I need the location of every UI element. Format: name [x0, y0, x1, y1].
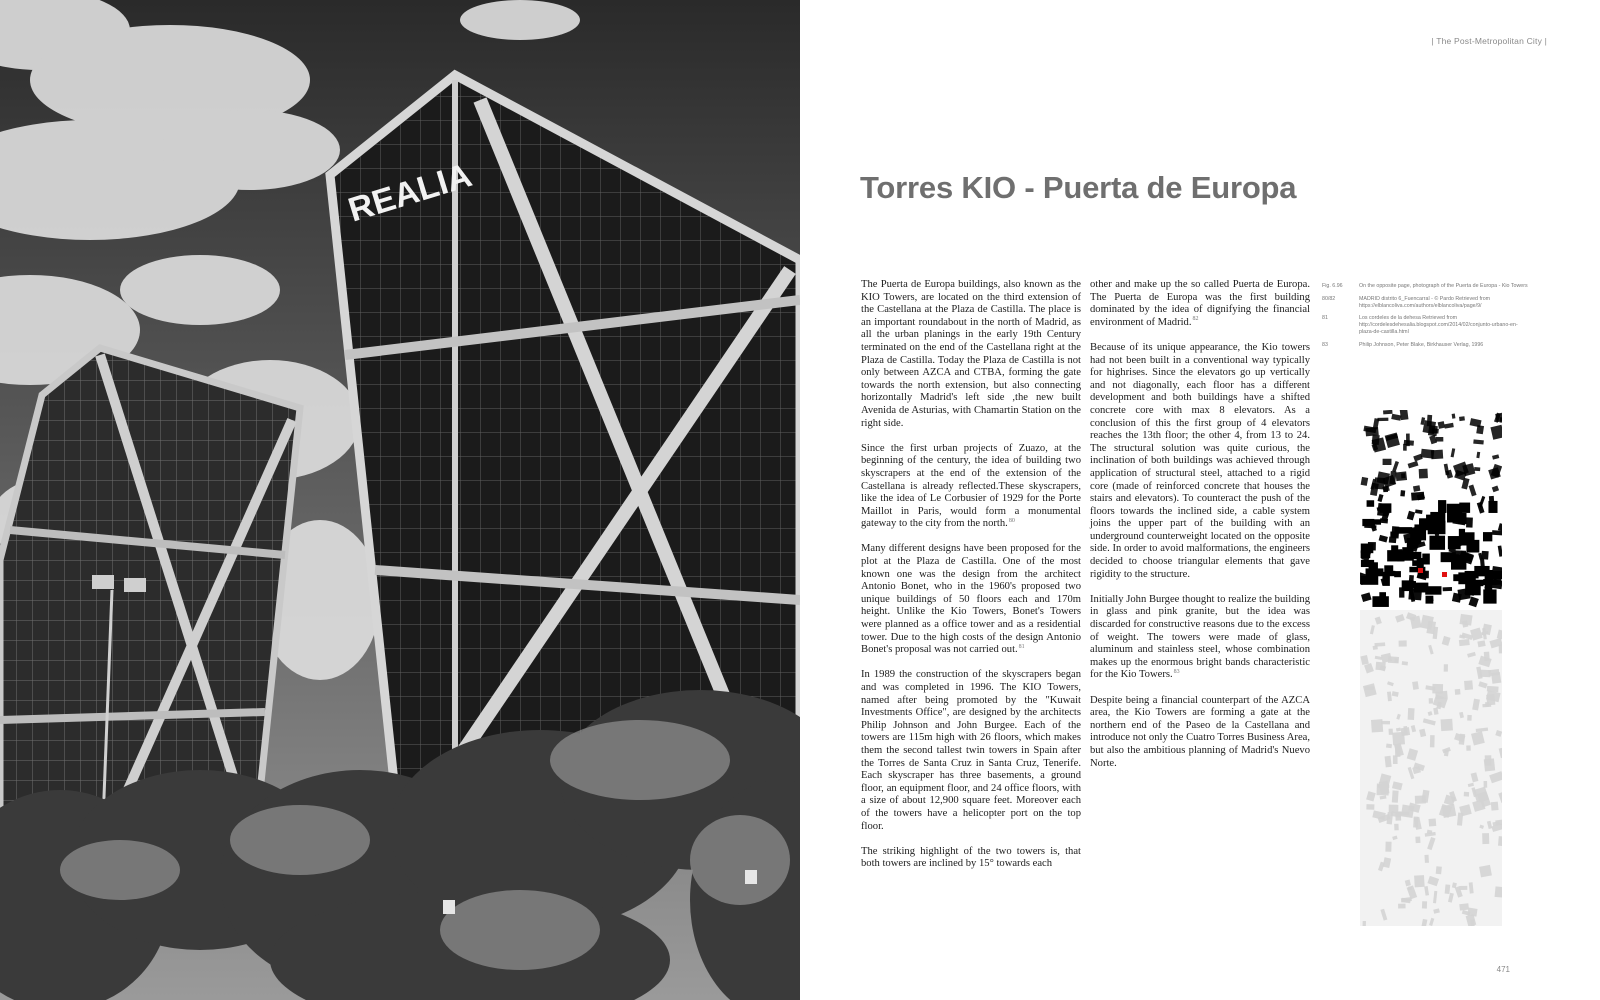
footnote-number: 81: [1322, 315, 1328, 322]
footnote: [1322, 296, 1532, 310]
paragraph: Despite being a financial counterpart of the AZCA area, the Kio Towers are forming a gate at the northern end of the Paseo de la Castellana and introduce not only the Cuatro Torres Business Area, but also the ambitious planning of Madrid's Nuevo Norte.: [1090, 694, 1310, 769]
text-column-1: [861, 279, 1081, 884]
kio-towers-marker: [1442, 572, 1447, 577]
footnote-number: 80/82: [1322, 295, 1336, 302]
left-tower: [0, 348, 300, 840]
footnote-ref: 80: [1008, 517, 1015, 524]
paragraph: Since the first urban projects of Zuazo, at the beginning of the century, the idea of building two skyscrapers at the end of the extension of the Castellana is already reflected.These skyscrapers, like the idea of Le Corbusier of 1929 for the Porte Maillot in Paris, would form a monumental gateway to the city from the north.$^{80}$: [861, 442, 1081, 530]
text-column-2: [1090, 279, 1310, 783]
footnote-text: On the opposite page, photograph of the Puerta de Europa - Kio Towers: [1359, 283, 1528, 289]
paragraph: other and make up the so called Puerta de Europa. The Puerta de Europa was the first building dominated by the idea of dignifying the financial environment of Madrid.$^{82}$: [1090, 279, 1310, 328]
footnote: [1322, 342, 1532, 349]
article-page: [800, 0, 1600, 1000]
paragraph: Many different designs have been proposed for the plot at the Plaza de Castilla. One of the most known one was the design from the architect Antonio Bonet, who in the 1960's proposed two unique buildings of 50 floors each and 170m height. Unlike the Kio Towers, Bonet's Towers were planned as a office tower and as a residential tower. Due to the high costs of the design Antonio Bonet's proposal was not carried out.$^{81}$: [861, 543, 1081, 656]
kio-towers-marker: [1418, 568, 1423, 573]
footnote: [1322, 315, 1532, 335]
paragraph: In 1989 the construction of the skyscrapers began and was completed in 1996. The KIO Towers, named after being promoted by the "Kuwait Investments Office", are designed by the architects Philip Johnson and John Burgee. Each of the towers are 115m high with 26 floors, which makes them the second tallest twin towers in Spain after the Torres de Santa Cruz in Santa Cruz, Tenerife. Each skyscraper has three basements, a ground floor, an equipment floor, and 24 office floors, with a size of about 12,900 square feet. Moreover each of the towers have a helicopter port on the top floor.: [861, 669, 1081, 832]
realia-sign: REALIA: [343, 156, 477, 230]
paragraph: The striking highlight of the two towers is, that both towers are inclined by 15° towards each: [861, 845, 1081, 870]
site-plan-map: [1360, 410, 1502, 926]
footnote-text: Los cordeles de la dehesa Retrieved from http://cordelesdehesalia.blogspot.com/2014/02/conjunto-urbano-en-plaza-de-castilla.html: [1359, 315, 1518, 335]
footnote-ref: 82: [1192, 316, 1199, 323]
page-number: 471: [1496, 965, 1510, 974]
paragraph: Initially John Burgee thought to realize the building in glass and pink granite, but the idea was discarded for constructive reasons due to the excess of weight. The towers were made of glass, aluminum and stainless steel, whose combination makes up the enormous bright bands characteristic for the Kio Towers.$^{83}$: [1090, 593, 1310, 681]
footnote-number: 83: [1322, 341, 1328, 348]
article-title: Torres KIO - Puerta de Europa: [860, 170, 1297, 205]
footnote-ref: 83: [1173, 668, 1180, 675]
footnote-ref: 81: [1018, 643, 1025, 650]
footnote-text: MADRID distrito 6_Fuencarral - © Pardo Retrieved from https://elblancoliva.com/authors/elblancoliva/page/9/: [1359, 295, 1491, 309]
footnotes: [1322, 283, 1532, 355]
paragraph: Because of its unique appearance, the Kio towers had not been built in a conventional way typically for highrises. Since the elevators go up vertically and not diagonally, each floor has a different development and both buildings have a shifted concrete core with max 8 elevators. As a conclusion of this the first group of 4 elevators reaches the 13th floor; the other 4, from 13 to 24. The structural solution was quite curious, the inclination of both buildings was achieved through application of structural steel, attached to a rigid core (made of reinforced concrete that houses the stairs and elevators). To counteract the push of the floors towards the inclined side, a cable system joins the upper part of the building with an underground counterweight located on the opposite side. In order to avoid malformations, the engineers decided to choose triangular elements that gave rigidity to the structure.: [1090, 341, 1310, 580]
paragraph: The Puerta de Europa buildings, also known as the KIO Towers, are located on the third extension of the Castellana at the Plaza de Castilla. The place is an important roundabout in the north of Madrid, as all the urban planings in the early 19th Century terminated on the end of the Castellana right at the Plaza de Castilla. Today the Plaza de Castilla is not only between AZCA and CTBA, forming the gate towards the north extension, but also connecting horizontally Madrid's left side ,the new built Avenida de Asturias, with Chamartin Station on the right side.: [861, 279, 1081, 429]
footnote-number: Fig. 6.96: [1322, 283, 1343, 289]
footnote: [1322, 283, 1532, 290]
footnote-text: Philip Johnson, Peter Blake, Birkhauser Verlag, 1996: [1359, 341, 1484, 348]
section-tag: | The Post-Metropolitan City |: [1431, 36, 1547, 46]
